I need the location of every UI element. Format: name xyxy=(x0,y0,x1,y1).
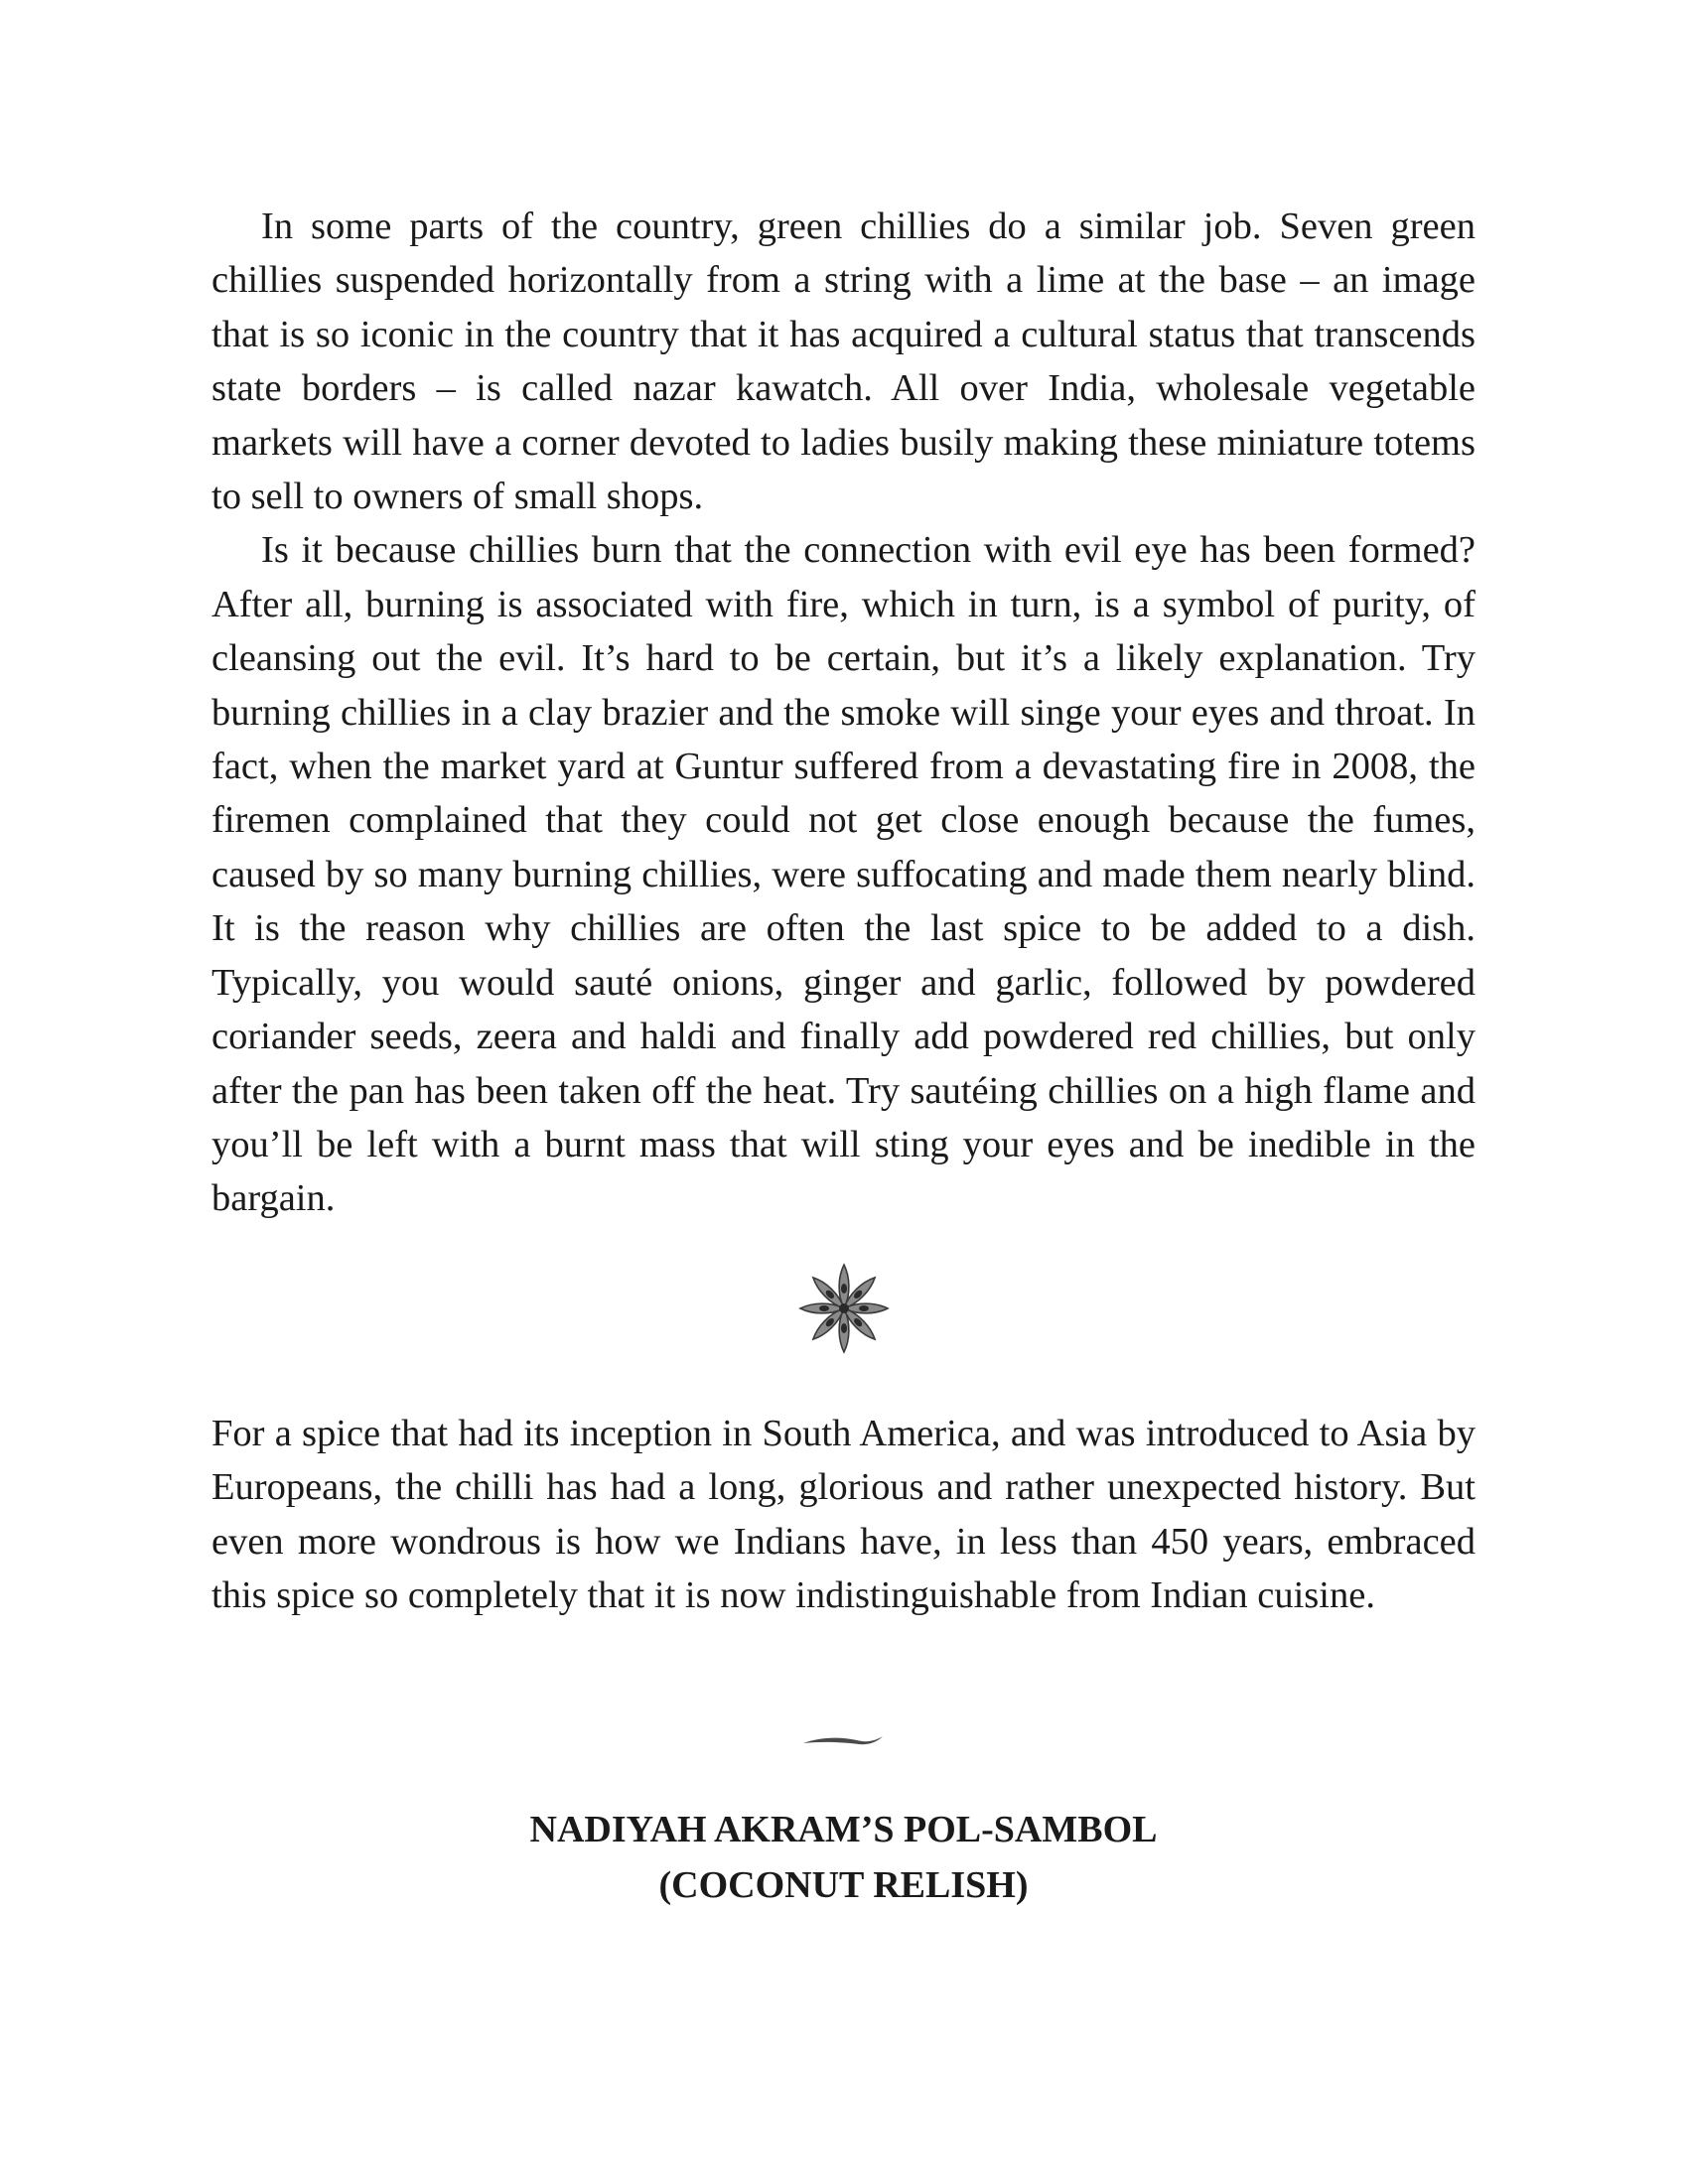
recipe-heading xyxy=(211,1802,1476,1913)
star-anise-icon xyxy=(794,1259,894,1358)
paragraph-spice-history: For a spice that had its inception in South America, and was introduced to Asia by Europeans, the chilli has had a long, glorious and rather unexpected history. But even more wondrous is how we Indians have, in less than 450 years, embraced this spice so completely that it is now indistinguishable from Indian cuisine. xyxy=(211,1413,1476,1617)
body-text-section-1 xyxy=(211,200,1476,1226)
recipe-title: NADIYAH AKRAM’S POL-SAMBOL xyxy=(529,1809,1158,1850)
paragraph-nazar-kawatch: In some parts of the country, green chillies do a similar job. Seven green chillies suspended horizontally from a string with a lime at the base – an image that is so iconic in the country that it has acquired a cultural status that transcends state borders – is called nazar kawatch. All over India, wholesale vegetable markets will have a corner devoted to ladies busily making these miniature totems to sell to owners of small shops. xyxy=(211,205,1476,518)
paragraph-chillies-burn: Is it because chillies burn that the connection with evil eye has been formed? After all, burning is associated with fire, which in turn, is a symbol of purity, of cleansing out the evil. It’s hard to be certain, but it’s a likely explanation. Try burning chillies in a clay brazier and the smoke will singe your eyes and throat. In fact, when the market yard at Guntur suffered from a devastating fire in 2008, the firemen complained that they could not get close enough because the fumes, caused by so many burning chillies, were suffocating and made them nearly blind. It is the reason why chillies are often the last spice to be added to a dish. Typically, you would sauté onions, ginger and garlic, followed by powdered coriander seeds, zeera and haldi and finally add powdered red chillies, but only after the pan has been taken off the heat. Try sautéing chillies on a high flame and you’ll be left with a burnt mass that will sting your eyes and be inedible in the bargain. xyxy=(211,529,1476,1220)
body-text-section-2 xyxy=(211,1407,1476,1623)
swash-flourish-icon xyxy=(799,1729,889,1751)
recipe-subtitle: (COCONUT RELISH) xyxy=(658,1864,1029,1906)
